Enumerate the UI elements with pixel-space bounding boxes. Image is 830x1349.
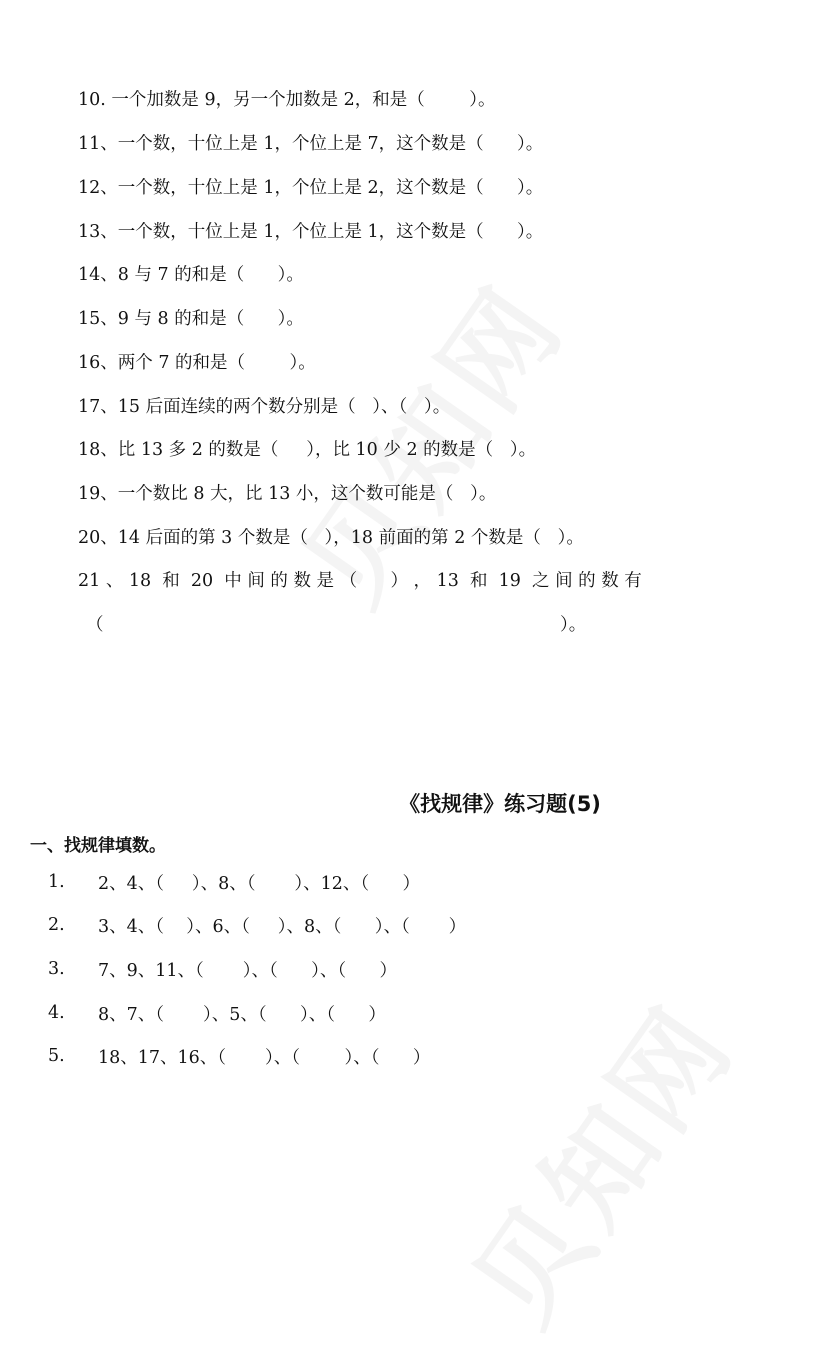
pattern-item-number: 5. — [48, 1046, 65, 1066]
question-17: 17、15 后面连续的两个数分别是（ ）、（ ）。 — [78, 397, 451, 417]
pattern-item-number: 4. — [48, 1003, 65, 1023]
question-14: 14、8 与 7 的和是（ ）。 — [78, 265, 304, 285]
pattern-item-number: 2. — [48, 915, 65, 935]
question-12: 12、一个数，十位上是 1，个位上是 2，这个数是（ ）。 — [78, 178, 544, 198]
question-10: 10. 一个加数是 9，另一个加数是 2，和是（ ）。 — [78, 90, 496, 110]
pattern-item: 3、4、（ ）、6、（ ）、8、（ ）、（ ） — [98, 917, 467, 937]
pattern-item: 2、4、（ ）、8、（ ）、12、（ ） — [98, 874, 421, 894]
question-11: 11、一个数，十位上是 1，个位上是 7，这个数是（ ）。 — [78, 134, 544, 154]
pattern-item: 7、9、11、（ ）、（ ）、（ ） — [98, 961, 397, 981]
question-13: 13、一个数，十位上是 1，个位上是 1，这个数是（ ）。 — [78, 222, 544, 242]
page-title: 《找规律》练习题(5) — [399, 792, 601, 816]
question-21-line1: 21 、 18 和 20 中 间 的 数 是 （ ） ， 13 和 19 之 间 的 数 有 — [78, 571, 642, 591]
pattern-item-number: 1. — [48, 872, 65, 892]
question-15: 15、9 与 8 的和是（ ）。 — [78, 309, 304, 329]
question-21-close-paren: ）。 — [560, 615, 587, 635]
question-16: 16、两个 7 的和是（ ）。 — [78, 353, 316, 373]
pattern-item-number: 3. — [48, 959, 65, 979]
question-21-open-paren: （ — [86, 615, 104, 635]
section-heading: 一、找规律填数。 — [30, 836, 166, 856]
watermark-bottom — [431, 969, 763, 1349]
question-18: 18、比 13 多 2 的数是（ ），比 10 少 2 的数是（ ）。 — [78, 440, 537, 460]
pattern-item: 18、17、16、（ ）、（ ）、（ ） — [98, 1048, 431, 1068]
question-20: 20、14 后面的第 3 个数是（ ），18 前面的第 2 个数是（ ）。 — [78, 528, 584, 548]
question-19: 19、一个数比 8 大，比 13 小，这个数可能是（ ）。 — [78, 484, 497, 504]
pattern-item: 8、7、（ ）、5、（ ）、（ ） — [98, 1005, 386, 1025]
